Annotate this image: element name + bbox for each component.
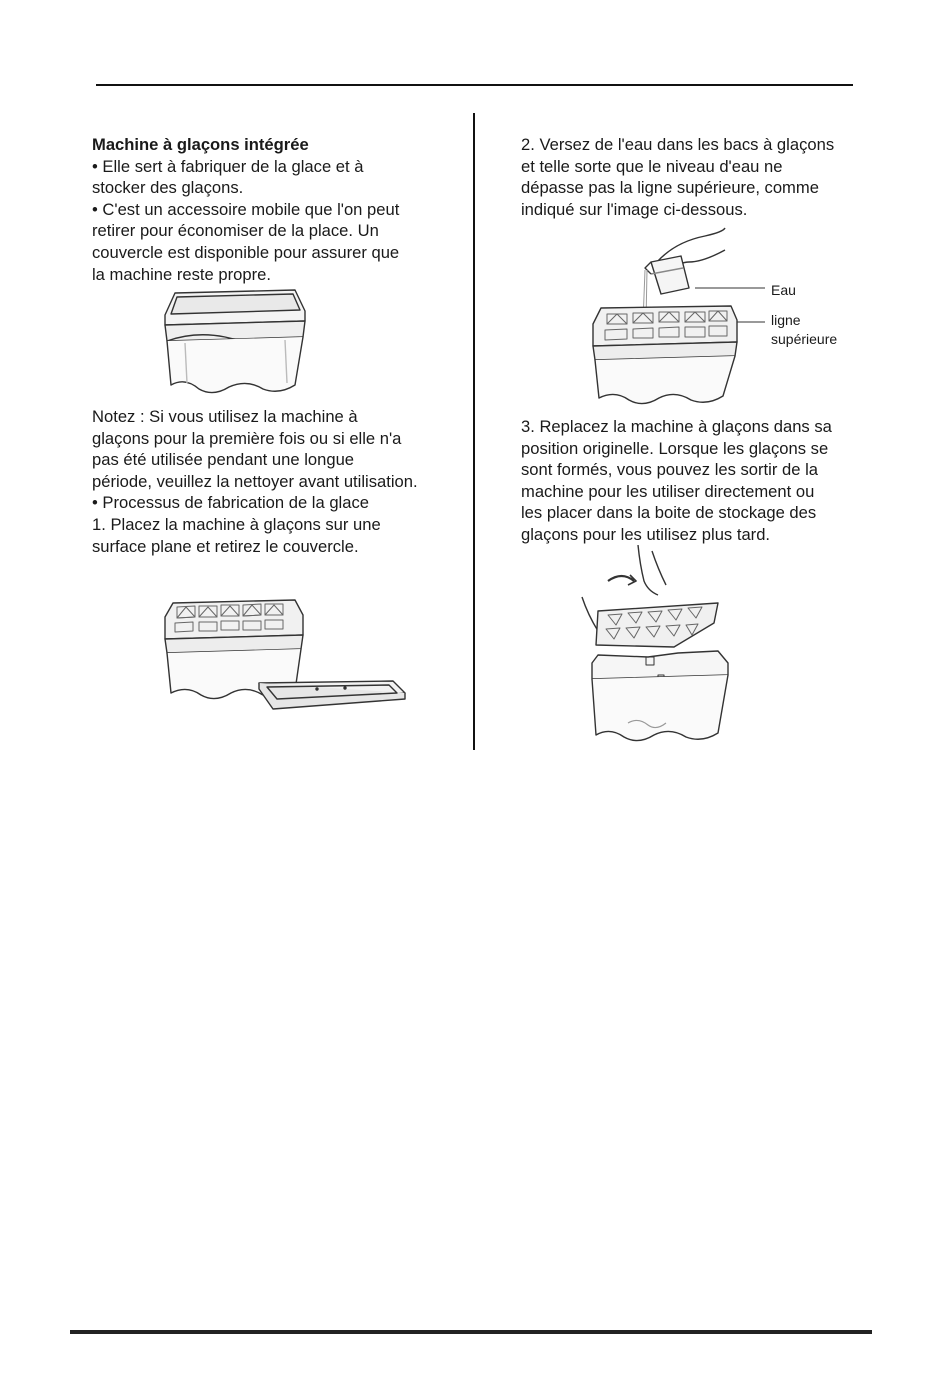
step3-line: sont formés, vous pouvez les sortir de la: [521, 460, 818, 480]
step2-line: dépasse pas la ligne supérieure, comme: [521, 178, 819, 198]
step3-line: les placer dans la boite de stockage des: [521, 503, 817, 523]
step2-line: et telle sorte que le niveau d'eau ne: [521, 156, 783, 176]
footer-rule: [70, 1330, 872, 1334]
step3-line: position originelle. Lorsque les glaçons se: [521, 438, 829, 458]
step3-line: 3. Replacez la machine à glaçons dans sa: [521, 417, 832, 436]
column-divider: [473, 113, 475, 750]
step2-line: 2. Versez de l'eau dans les bacs à glaçons: [521, 135, 835, 154]
note-section: [92, 406, 418, 557]
note-line: • Processus de fabrication de la glace: [92, 493, 369, 513]
step2-section: [521, 134, 834, 220]
step3-section: [521, 416, 832, 546]
removing-ice-tray-illustration: [578, 545, 738, 750]
note-line: pas été utilisée pendant une longue: [92, 450, 355, 470]
note-line: Notez : Si vous utilisez la machine à: [92, 407, 358, 426]
intro-line: • C'est un accessoire mobile que l'on peut: [92, 199, 400, 219]
intro-section: [92, 134, 399, 285]
intro-line: stocker des glaçons.: [92, 178, 244, 198]
step3-line: glaçons pour les utilisez plus tard.: [521, 524, 771, 544]
intro-line: • Elle sert à fabriquer de la glace et à: [92, 156, 364, 176]
step3-line: machine pour les utiliser directement ou: [521, 481, 815, 501]
intro-line: retirer pour économiser de la place. Un: [92, 221, 379, 241]
header-rule: [96, 84, 853, 86]
top-line-label: ligne: [771, 312, 801, 328]
note-line: période, veuillez la nettoyer avant utilisation.: [92, 471, 418, 491]
top-line-label-cont: supérieure: [771, 331, 838, 347]
water-label: Eau: [771, 282, 796, 298]
step2-line: indiqué sur l'image ci-dessous.: [521, 199, 748, 219]
pouring-water-illustration: [585, 222, 765, 412]
intro-line: couvercle est disponible pour assurer que: [92, 242, 400, 262]
section-heading: Machine à glaçons intégrée: [92, 135, 309, 154]
note-line: glaçons pour la première fois ou si elle n'a: [92, 428, 402, 448]
ice-maker-with-lid-illustration: [155, 285, 315, 403]
note-line: 1. Placez la machine à glaçons sur une: [92, 514, 381, 534]
ice-maker-lid-removed-illustration: [155, 595, 410, 717]
note-line: surface plane et retirez le couvercle.: [92, 536, 359, 556]
intro-line: la machine reste propre.: [92, 264, 271, 284]
